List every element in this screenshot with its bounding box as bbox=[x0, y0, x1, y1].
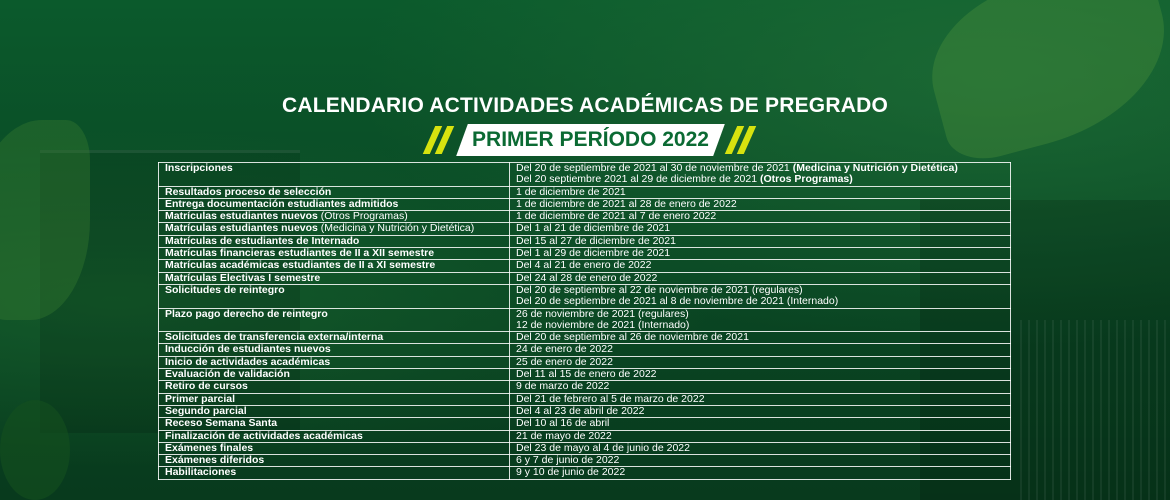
table-row bbox=[159, 284, 1011, 308]
table-row bbox=[159, 467, 1011, 479]
date-line bbox=[516, 443, 1010, 454]
table-row bbox=[159, 418, 1011, 430]
table-row bbox=[159, 332, 1011, 344]
date-line bbox=[516, 357, 1010, 368]
activity-name: Solicitudes de reintegro bbox=[165, 283, 285, 296]
activity-cell bbox=[159, 163, 510, 187]
activity-cell bbox=[159, 284, 510, 308]
activity-cell bbox=[159, 248, 510, 260]
activity-cell bbox=[159, 235, 510, 247]
activity-note: (Otros Programas) bbox=[317, 210, 408, 223]
activity-cell bbox=[159, 356, 510, 368]
date-line bbox=[516, 332, 1010, 343]
date-cell bbox=[510, 442, 1011, 454]
date-text: 9 de marzo de 2022 bbox=[516, 380, 610, 393]
date-cell bbox=[510, 211, 1011, 223]
activity-cell bbox=[159, 467, 510, 479]
date-cell bbox=[510, 223, 1011, 235]
activity-cell bbox=[159, 332, 510, 344]
activity-name: Matrículas estudiantes nuevos bbox=[165, 222, 318, 235]
period-badge bbox=[425, 124, 755, 156]
date-text: 26 de noviembre de 2021 (regulares) bbox=[516, 307, 689, 320]
date-cell bbox=[510, 405, 1011, 417]
table-row bbox=[159, 344, 1011, 356]
activity-cell bbox=[159, 393, 510, 405]
date-text: Del 20 de septiembre al 26 de noviembre de 2021 bbox=[516, 331, 749, 344]
date-cell bbox=[510, 369, 1011, 381]
activity-name: Exámenes finales bbox=[165, 441, 254, 454]
activity-cell bbox=[159, 344, 510, 356]
table-row bbox=[159, 442, 1011, 454]
date-cell bbox=[510, 381, 1011, 393]
date-cell bbox=[510, 163, 1011, 187]
date-text: Del 20 septiembre 2021 al 29 de diciembre de 2021 bbox=[516, 173, 760, 186]
activity-name: Plazo pago derecho de reintegro bbox=[165, 307, 328, 320]
date-cell bbox=[510, 272, 1011, 284]
activity-cell bbox=[159, 260, 510, 272]
activity-cell bbox=[159, 381, 510, 393]
date-cell bbox=[510, 430, 1011, 442]
date-cell bbox=[510, 235, 1011, 247]
activity-name: Retiro de cursos bbox=[165, 380, 248, 393]
activity-name: Matrículas de estudiantes de Internado bbox=[165, 234, 360, 247]
activity-name: Habilitaciones bbox=[165, 466, 237, 479]
date-text: Del 4 al 23 de abril de 2022 bbox=[516, 404, 645, 417]
activity-name: Segundo parcial bbox=[165, 404, 247, 417]
activity-name: Resultados proceso de selección bbox=[165, 185, 332, 198]
date-cell bbox=[510, 248, 1011, 260]
activity-note: (Medicina y Nutrición y Dietética) bbox=[317, 222, 475, 235]
activity-name: Inicio de actividades académicas bbox=[165, 355, 331, 368]
activity-cell bbox=[159, 211, 510, 223]
date-text: 21 de mayo de 2022 bbox=[516, 429, 612, 442]
activity-cell bbox=[159, 405, 510, 417]
table-row bbox=[159, 272, 1011, 284]
schedule-body bbox=[159, 163, 1011, 480]
activity-cell bbox=[159, 308, 510, 332]
date-text: 6 y 7 de junio de 2022 bbox=[516, 454, 620, 467]
table-row bbox=[159, 186, 1011, 198]
date-line bbox=[516, 381, 1010, 392]
date-text: 1 de diciembre de 2021 al 7 de enero 2022 bbox=[516, 210, 717, 223]
date-text: Del 1 al 21 de diciembre de 2021 bbox=[516, 222, 671, 235]
date-cell bbox=[510, 393, 1011, 405]
activity-name: Finalización de actividades académicas bbox=[165, 429, 363, 442]
date-text: 12 de noviembre de 2021 (Internado) bbox=[516, 318, 690, 331]
date-text: Del 20 de septiembre al 22 de noviembre de 2021 (regulares) bbox=[516, 283, 803, 296]
table-row bbox=[159, 356, 1011, 368]
date-text: 1 de diciembre de 2021 al 28 de enero de 2022 bbox=[516, 197, 737, 210]
date-cell bbox=[510, 332, 1011, 344]
table-row bbox=[159, 163, 1011, 187]
date-line bbox=[516, 467, 1010, 478]
date-text: Del 11 al 15 de enero de 2022 bbox=[516, 368, 657, 381]
activity-cell bbox=[159, 272, 510, 284]
table-row bbox=[159, 260, 1011, 272]
date-cell bbox=[510, 356, 1011, 368]
date-line bbox=[516, 431, 1010, 442]
date-text: Del 23 de mayo al 4 de junio de 2022 bbox=[516, 441, 690, 454]
date-line bbox=[516, 418, 1010, 429]
date-text: 25 de enero de 2022 bbox=[516, 355, 613, 368]
activity-name: Evaluación de validación bbox=[165, 368, 290, 381]
date-line bbox=[516, 296, 1010, 307]
date-line bbox=[516, 455, 1010, 466]
activity-name: Solicitudes de transferencia externa/interna bbox=[165, 331, 384, 344]
page-title: CALENDARIO ACTIVIDADES ACADÉMICAS DE PREGRADO bbox=[282, 94, 888, 117]
date-text: 9 y 10 de junio de 2022 bbox=[516, 466, 626, 479]
date-program-note: (Medicina y Nutrición y Dietética) bbox=[792, 162, 958, 174]
date-line bbox=[516, 344, 1010, 355]
activity-cell bbox=[159, 223, 510, 235]
activity-cell bbox=[159, 198, 510, 210]
date-line bbox=[516, 394, 1010, 405]
date-line bbox=[516, 273, 1010, 284]
table-row bbox=[159, 393, 1011, 405]
background-shrub bbox=[0, 400, 70, 500]
activity-cell bbox=[159, 430, 510, 442]
date-cell bbox=[510, 418, 1011, 430]
date-cell bbox=[510, 455, 1011, 467]
date-text: Del 20 de septiembre de 2021 al 30 de noviembre de 2021 bbox=[516, 162, 793, 174]
date-cell bbox=[510, 344, 1011, 356]
date-line bbox=[516, 223, 1010, 234]
activity-name: Inducción de estudiantes nuevos bbox=[165, 343, 331, 356]
activity-name: Matrículas estudiantes nuevos bbox=[165, 210, 318, 223]
date-cell bbox=[510, 260, 1011, 272]
date-line bbox=[516, 248, 1010, 259]
date-line bbox=[516, 369, 1010, 380]
activity-cell bbox=[159, 186, 510, 198]
activity-name: Entrega documentación estudiantes admitidos bbox=[165, 197, 399, 210]
activity-cell bbox=[159, 369, 510, 381]
schedule-table bbox=[158, 162, 1011, 480]
date-line bbox=[516, 174, 1010, 185]
table-row bbox=[159, 430, 1011, 442]
date-text: Del 15 al 27 de diciembre de 2021 bbox=[516, 234, 676, 247]
date-text: Del 24 al 28 de enero de 2022 bbox=[516, 271, 658, 284]
activity-name: Matrículas académicas estudiantes de II a XI semestre bbox=[165, 259, 436, 272]
activity-cell bbox=[159, 442, 510, 454]
date-cell bbox=[510, 284, 1011, 308]
activity-cell bbox=[159, 455, 510, 467]
period-title: PRIMER PERÍODO 2022 bbox=[472, 128, 709, 151]
table-row bbox=[159, 198, 1011, 210]
activity-name: Exámenes diferidos bbox=[165, 454, 265, 467]
background-gate bbox=[1020, 320, 1170, 500]
date-cell bbox=[510, 467, 1011, 479]
date-text: Del 10 al 16 de abril bbox=[516, 417, 610, 430]
table-row bbox=[159, 248, 1011, 260]
activity-name: Receso Semana Santa bbox=[165, 417, 278, 430]
table-row bbox=[159, 455, 1011, 467]
table-row bbox=[159, 308, 1011, 332]
date-line bbox=[516, 406, 1010, 417]
activity-name: Primer parcial bbox=[165, 392, 236, 405]
date-cell bbox=[510, 308, 1011, 332]
date-program-note: (Otros Programas) bbox=[760, 173, 853, 186]
table-row bbox=[159, 235, 1011, 247]
table-row bbox=[159, 381, 1011, 393]
date-line bbox=[516, 260, 1010, 271]
table-row bbox=[159, 223, 1011, 235]
date-line bbox=[516, 211, 1010, 222]
date-text: Del 20 de septiembre de 2021 al 8 de noviembre de 2021 (Internado) bbox=[516, 295, 839, 308]
activity-name: Inscripciones bbox=[165, 162, 233, 174]
date-cell bbox=[510, 198, 1011, 210]
table-row bbox=[159, 211, 1011, 223]
background-foliage bbox=[913, 0, 1170, 168]
table-row bbox=[159, 369, 1011, 381]
date-cell bbox=[510, 186, 1011, 198]
table-row bbox=[159, 405, 1011, 417]
date-line bbox=[516, 199, 1010, 210]
date-line bbox=[516, 187, 1010, 198]
date-text: 24 de enero de 2022 bbox=[516, 343, 613, 356]
date-line bbox=[516, 236, 1010, 247]
date-text: Del 21 de febrero al 5 de marzo de 2022 bbox=[516, 392, 705, 405]
activity-cell bbox=[159, 418, 510, 430]
date-line bbox=[516, 320, 1010, 331]
activity-name: Matrículas financieras estudiantes de II a XII semestre bbox=[165, 247, 435, 260]
date-text: Del 1 al 29 de diciembre de 2021 bbox=[516, 247, 671, 260]
date-text: Del 4 al 21 de enero de 2022 bbox=[516, 259, 652, 272]
activity-name: Matrículas Electivas I semestre bbox=[165, 271, 321, 284]
date-text: 1 de diciembre de 2021 bbox=[516, 185, 626, 198]
